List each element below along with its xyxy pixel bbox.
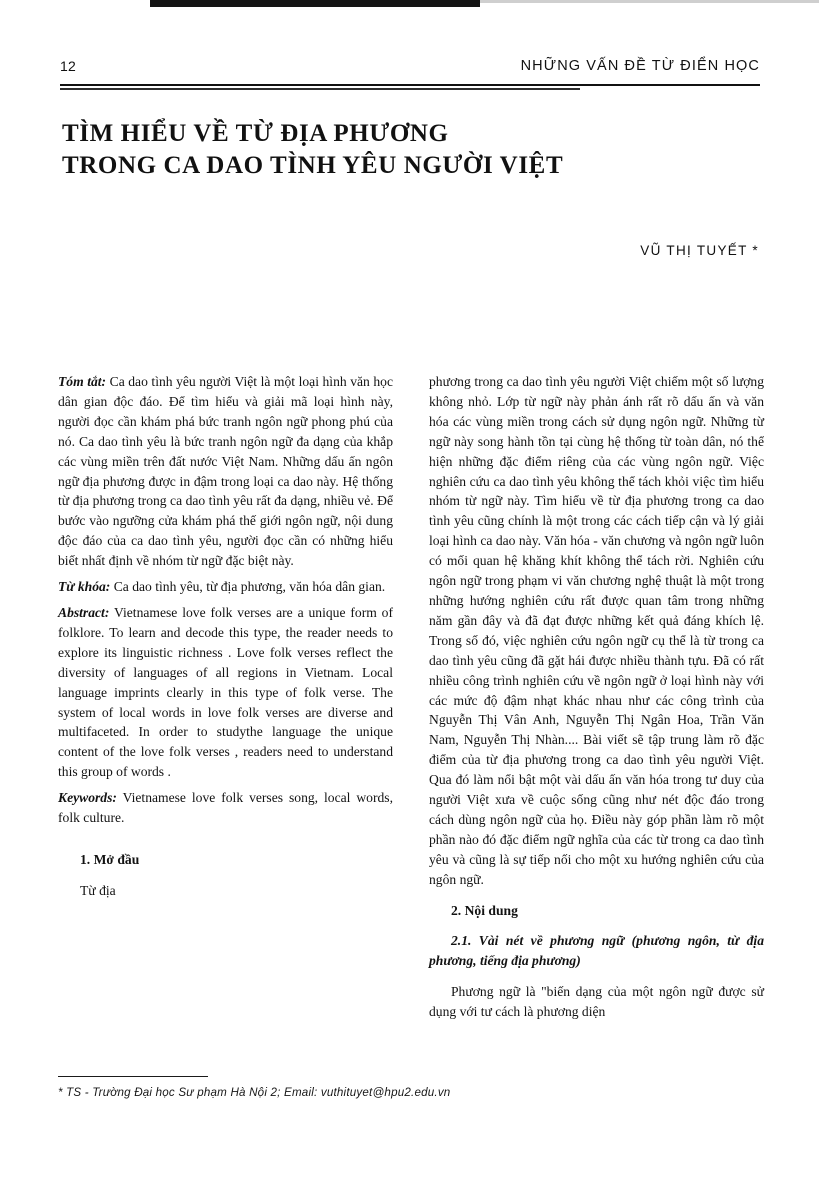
keywords-en-label: Keywords: [58,790,117,806]
abstract-vi-paragraph [58,372,393,571]
article-title-line-2: TRONG CA DAO TÌNH YÊU NGƯỜI VIỆT [62,152,564,179]
author-byline: VŨ THỊ TUYẾT * [640,243,759,258]
section-heading-2-1: 2.1. Vài nét về phương ngữ (phương ngôn, từ địa phương, tiếng địa phương) [429,933,764,969]
footnote-divider [58,1076,208,1077]
footnote: * TS - Trường Đại học Sư phạm Hà Nội 2; Email: vuthituyet@hpu2.edu.vn [58,1086,451,1099]
abstract-en-label: Abstract: [58,604,110,620]
abstract-en-paragraph [58,603,393,782]
section-heading-1: 1. Mở đầu [80,851,140,867]
page-number: 12 [60,58,76,74]
column-right [429,372,764,1022]
journal-running-title: NHỮNG VẤN ĐỀ TỪ ĐIỂN HỌC [520,58,760,74]
section-1-paragraph-continued: phương trong ca dao tình yêu người Việt chiếm một số lượng không nhỏ. Lớp từ ngữ này phản ánh rất rõ dấu ấn và văn hóa các vùng miền trong cách sử dụng ngôn ngữ. Những từ ngữ này song hành tồn tại cùng hệ thống từ toàn dân, nó thể hiện những đặc điểm riêng của các vùng ngôn ngữ. Việc nghiên cứu ca dao tình yêu không thể tách khỏi việc tìm hiểu nhóm từ ngữ này. Tìm hiểu về từ địa phương trong ca dao tình yêu cũng chính là một trong các cách tiếp cận và lý giải loại hình ca dao này. Văn hóa - văn chương và ngôn ngữ luôn có mối quan hệ khăng khít không thể tách rời. Nghiên cứu ngôn ngữ trong phạm vi văn chương nghệ thuật là một trong những hướng nghiên cứu rất được quan tâm trong những năm gần đây và đã đạt được những kết quả đáng khích lệ. Trong số đó, việc nghiên cứu ngôn ngữ cụ thể là từ trong ca dao tình yêu cũng đã gặt hái được nhiều thành tựu. Đã có rất nhiều công trình nghiên cứu về ngôn ngữ ở loại hình này với các mức độ đậm nhạt khác nhau như các công trình của Nguyễn Thị Vân Anh, Nguyễn Thị Ngân Hoa, Trần Văn Nam, Nguyễn Thị Nhàn.... Bài viết sẽ tập trung làm rõ đặc điểm của từ địa phương trong ca dao tình yêu người Việt. Qua đó làm nổi bật một vài dấu ấn văn hóa trong tư duy của người Việt xưa về cuộc sống cũng như nét độc đáo trong cách dùng ngôn ngữ của họ. Điều này góp phần làm rõ một phần nào đó đặc điểm ngữ nghĩa của các từ trong ca dao tình yêu và cũng là sự tiếp nối cho một xu hướng nghiên cứu của ngôn ngữ. [429,374,764,887]
article-title [62,118,762,182]
column-left [58,372,393,1022]
keywords-vi-text: Ca dao tình yêu, từ địa phương, văn hóa dân gian. [110,579,386,595]
running-head [60,58,760,78]
spacer-before-section-2 [429,890,764,901]
keywords-vi-paragraph [58,577,393,597]
abstract-vi-text: Ca dao tình yêu người Việt là một loại hình văn học dân gian độc đáo. Để tìm hiểu và giải mã loại hình này, người đọc cần khám phá bức tranh ngôn ngữ phong phú của nó. Ca dao tình yêu là bức tranh ngôn ngữ đa dạng của khắp các vùng miền trên đất nước Việt Nam. Những dấu ấn ngôn ngữ địa phương được in đậm trong loại ca dao này. Hệ thống từ địa phương trong ca dao tình yêu rất đa dạng, nhiều vẻ. Để bước vào ngưỡng cửa khám phá thế giới ngôn ngữ, nội dung độc đáo của ca dao tình yêu, người đọc cần có những hiểu biết nhất định về nhóm từ ngữ đặc biệt này. [58,374,393,569]
keywords-en-paragraph [58,788,393,828]
keywords-vi-label: Từ khóa: [58,579,111,595]
header-divider [60,84,760,86]
keywords-en-text: Vietnamese love folk verses song, local words, folk culture. [58,790,393,826]
section-2-1-paragraph: Phương ngữ là "biến dạng của một ngôn ngữ được sử dụng với tư cách là phương diện [429,984,764,1020]
abstract-vi-label: Tóm tắt: [58,374,107,389]
article-title-line-1: TÌM HIỂU VỀ TỪ ĐỊA PHƯƠNG [62,120,449,147]
body-columns [58,372,764,1022]
section-heading-2: 2. Nội dung [451,902,518,918]
section-1-paragraph: Từ địa [80,882,116,898]
abstract-en-text: Vietnamese love folk verses are a unique form of folklore. To learn and decode this type, the reader needs to explore its linguistic richness . Love folk verses reflect the diversity of languages of all regions in Vietnam. Local language imprints clearly in this type of folk verse. The system of local words in love folk verses are diverse and multifaceted. In order to studythe language the unique content of the love folk verses , readers need to understand this group of words . [58,604,393,780]
